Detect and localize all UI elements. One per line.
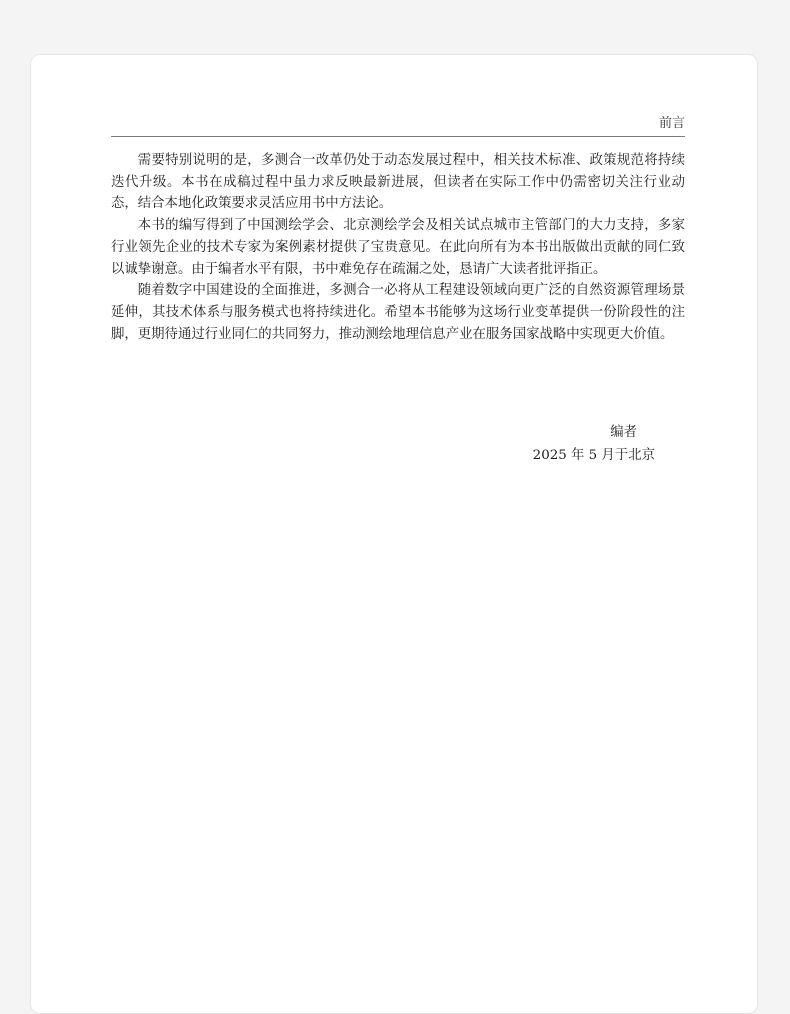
paragraph: 本书的编写得到了中国测绘学会、北京测绘学会及相关试点城市主管部门的大力支持，多家行业领先企业的技术专家为案例素材提供了宝贵意见。在此向所有为本书出版做出贡献的同仁致以诚挚谢意。由于编者水平有限，书中难免存在疏漏之处，恳请广大读者批评指正。 <box>111 218 685 277</box>
document-page <box>30 54 758 1014</box>
paragraph: 随着数字中国建设的全面推进，多测合一必将从工程建设领域向更广泛的自然资源管理场景延伸，其技术体系与服务模式也将持续进化。希望本书能够为这场行业变革提供一份阶段性的注脚，更期待通过行业同仁的共同努力，推动测绘地理信息产业在服务国家战略中实现更大价值。 <box>111 283 685 342</box>
signature-author: 编者 <box>610 425 637 440</box>
preface-body <box>111 150 685 345</box>
running-header-title: 前言 <box>658 116 685 131</box>
signature-block <box>111 421 655 467</box>
signature-date: 2025 年 5 月于北京 <box>532 448 655 463</box>
paragraph: 需要特别说明的是，多测合一改革仍处于动态发展过程中，相关技术标准、政策规范将持续迭代升级。本书在成稿过程中虽力求反映最新进展，但读者在实际工作中仍需密切关注行业动态，结合本地化政策要求灵活应用书中方法论。 <box>111 153 685 212</box>
running-header <box>111 115 685 137</box>
